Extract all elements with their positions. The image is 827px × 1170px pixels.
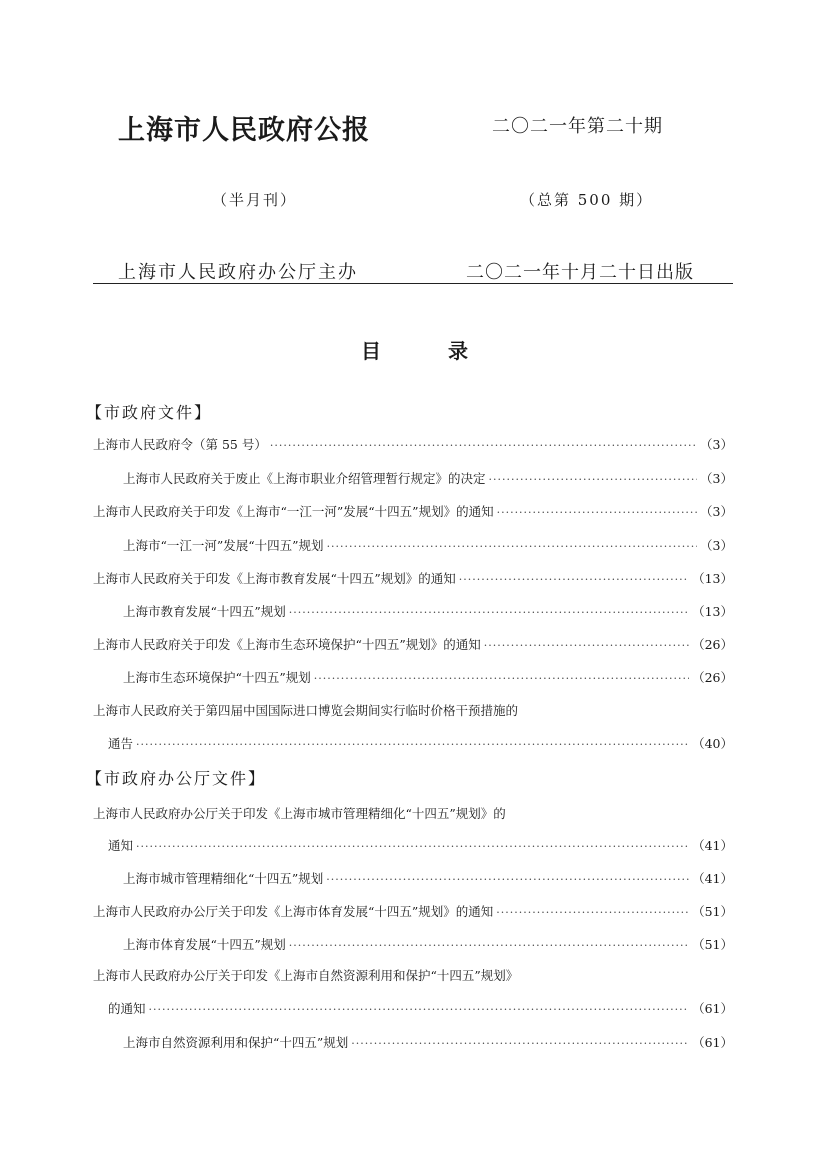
toc-entry[interactable] bbox=[93, 935, 733, 955]
toc-entry[interactable] bbox=[93, 635, 733, 655]
toc-entry-page: （3） bbox=[700, 437, 733, 452]
dot-leader bbox=[496, 906, 689, 919]
toc-entry-page: （3） bbox=[700, 538, 733, 553]
dot-leader bbox=[351, 1037, 689, 1050]
gazette-title: 上海市人民政府公报 bbox=[118, 115, 370, 146]
toc-entry-title: 上海市教育发展“十四五”规划 bbox=[123, 604, 286, 619]
toc-entry-title-line[interactable]: 上海市人民政府办公厅关于印发《上海市自然资源利用和保护“十四五”规划》 bbox=[93, 968, 519, 983]
toc-entry[interactable] bbox=[93, 569, 733, 589]
dot-leader bbox=[484, 639, 689, 652]
toc-entry[interactable] bbox=[93, 999, 733, 1019]
toc-entry-title: 上海市人民政府关于印发《上海市教育发展“十四五”规划》的通知 bbox=[93, 571, 456, 586]
dot-leader bbox=[314, 672, 689, 685]
toc-entry[interactable] bbox=[93, 734, 733, 754]
dot-leader bbox=[489, 473, 698, 486]
issue-number: 二〇二一年第二十期 bbox=[492, 116, 663, 137]
toc-title-left: 目 bbox=[361, 339, 381, 363]
publish-date: 二〇二一年十月二十日出版 bbox=[466, 262, 694, 283]
toc-entry-page: （13） bbox=[692, 571, 733, 586]
toc-entry-title: 上海市人民政府办公厅关于印发《上海市体育发展“十四五”规划》的通知 bbox=[93, 904, 494, 919]
dot-leader bbox=[136, 840, 689, 853]
section-heading-municipal-docs: 【市政府文件】 bbox=[86, 403, 213, 422]
toc-entry-title: 的通知 bbox=[108, 1001, 146, 1016]
toc-entry[interactable] bbox=[93, 536, 733, 556]
toc-entry-page: （41） bbox=[692, 838, 733, 853]
toc-entry[interactable] bbox=[93, 435, 733, 455]
toc-entry-title: 上海市人民政府关于废止《上海市职业介绍管理暂行规定》的决定 bbox=[123, 471, 486, 486]
toc-entry[interactable] bbox=[93, 1033, 733, 1053]
toc-entry-title-line[interactable]: 上海市人民政府关于第四届中国国际进口博览会期间实行临时价格干预措施的 bbox=[93, 703, 519, 718]
toc-entry-title: 上海市人民政府关于印发《上海市生态环境保护“十四五”规划》的通知 bbox=[93, 637, 481, 652]
toc-entry-page: （3） bbox=[700, 504, 733, 519]
toc-entry[interactable] bbox=[93, 602, 733, 622]
toc-entry-page: （51） bbox=[692, 904, 733, 919]
toc-entry-title: 上海市自然资源利用和保护“十四五”规划 bbox=[123, 1035, 349, 1050]
dot-leader bbox=[149, 1003, 690, 1016]
toc-entry-page: （13） bbox=[692, 604, 733, 619]
toc-entry-page: （61） bbox=[692, 1035, 733, 1050]
toc-entry-title: 上海市人民政府关于印发《上海市“一江一河”发展“十四五”规划》的通知 bbox=[93, 504, 494, 519]
toc-entry-page: （3） bbox=[700, 471, 733, 486]
toc-entry-title-line[interactable]: 上海市人民政府办公厅关于印发《上海市城市管理精细化“十四五”规划》的 bbox=[93, 806, 506, 821]
header-divider bbox=[93, 283, 733, 284]
toc-entry[interactable] bbox=[93, 668, 733, 688]
toc-entry-title: 上海市城市管理精细化“十四五”规划 bbox=[123, 871, 324, 886]
toc-entry-title: 上海市体育发展“十四五”规划 bbox=[123, 937, 286, 952]
toc-entry-page: （26） bbox=[692, 670, 733, 685]
toc-entry-page: （41） bbox=[692, 871, 733, 886]
toc-entry-page: （40） bbox=[692, 736, 733, 751]
dot-leader bbox=[289, 939, 689, 952]
publication-frequency: （半月刊） bbox=[212, 191, 298, 209]
toc-entry-title: 上海市生态环境保护“十四五”规划 bbox=[123, 670, 311, 685]
total-issue-number: （总第 500 期） bbox=[520, 191, 654, 209]
toc-entry-title: 上海市“一江一河”发展“十四五”规划 bbox=[123, 538, 324, 553]
toc-entry[interactable] bbox=[93, 836, 733, 856]
dot-leader bbox=[327, 540, 697, 553]
toc-entry-title: 上海市人民政府令（第 55 号） bbox=[93, 437, 267, 452]
toc-entry[interactable] bbox=[93, 869, 733, 889]
dot-leader bbox=[497, 506, 697, 519]
toc-title-right: 录 bbox=[448, 339, 468, 363]
toc-entry[interactable] bbox=[93, 502, 733, 522]
dot-leader bbox=[136, 738, 689, 751]
toc-entry[interactable] bbox=[93, 902, 733, 922]
toc-entry[interactable] bbox=[93, 469, 733, 489]
dot-leader bbox=[270, 439, 697, 452]
toc-entry-page: （26） bbox=[692, 637, 733, 652]
toc-entry-title: 通告 bbox=[108, 736, 134, 751]
dot-leader bbox=[326, 873, 689, 886]
section-heading-general-office-docs: 【市政府办公厅文件】 bbox=[86, 769, 267, 788]
toc-entry-title: 通知 bbox=[108, 838, 134, 853]
dot-leader bbox=[459, 573, 689, 586]
toc-entry-page: （61） bbox=[692, 1001, 733, 1016]
toc-entry-page: （51） bbox=[692, 937, 733, 952]
publisher-host: 上海市人民政府办公厅主办 bbox=[118, 262, 358, 283]
dot-leader bbox=[289, 606, 689, 619]
